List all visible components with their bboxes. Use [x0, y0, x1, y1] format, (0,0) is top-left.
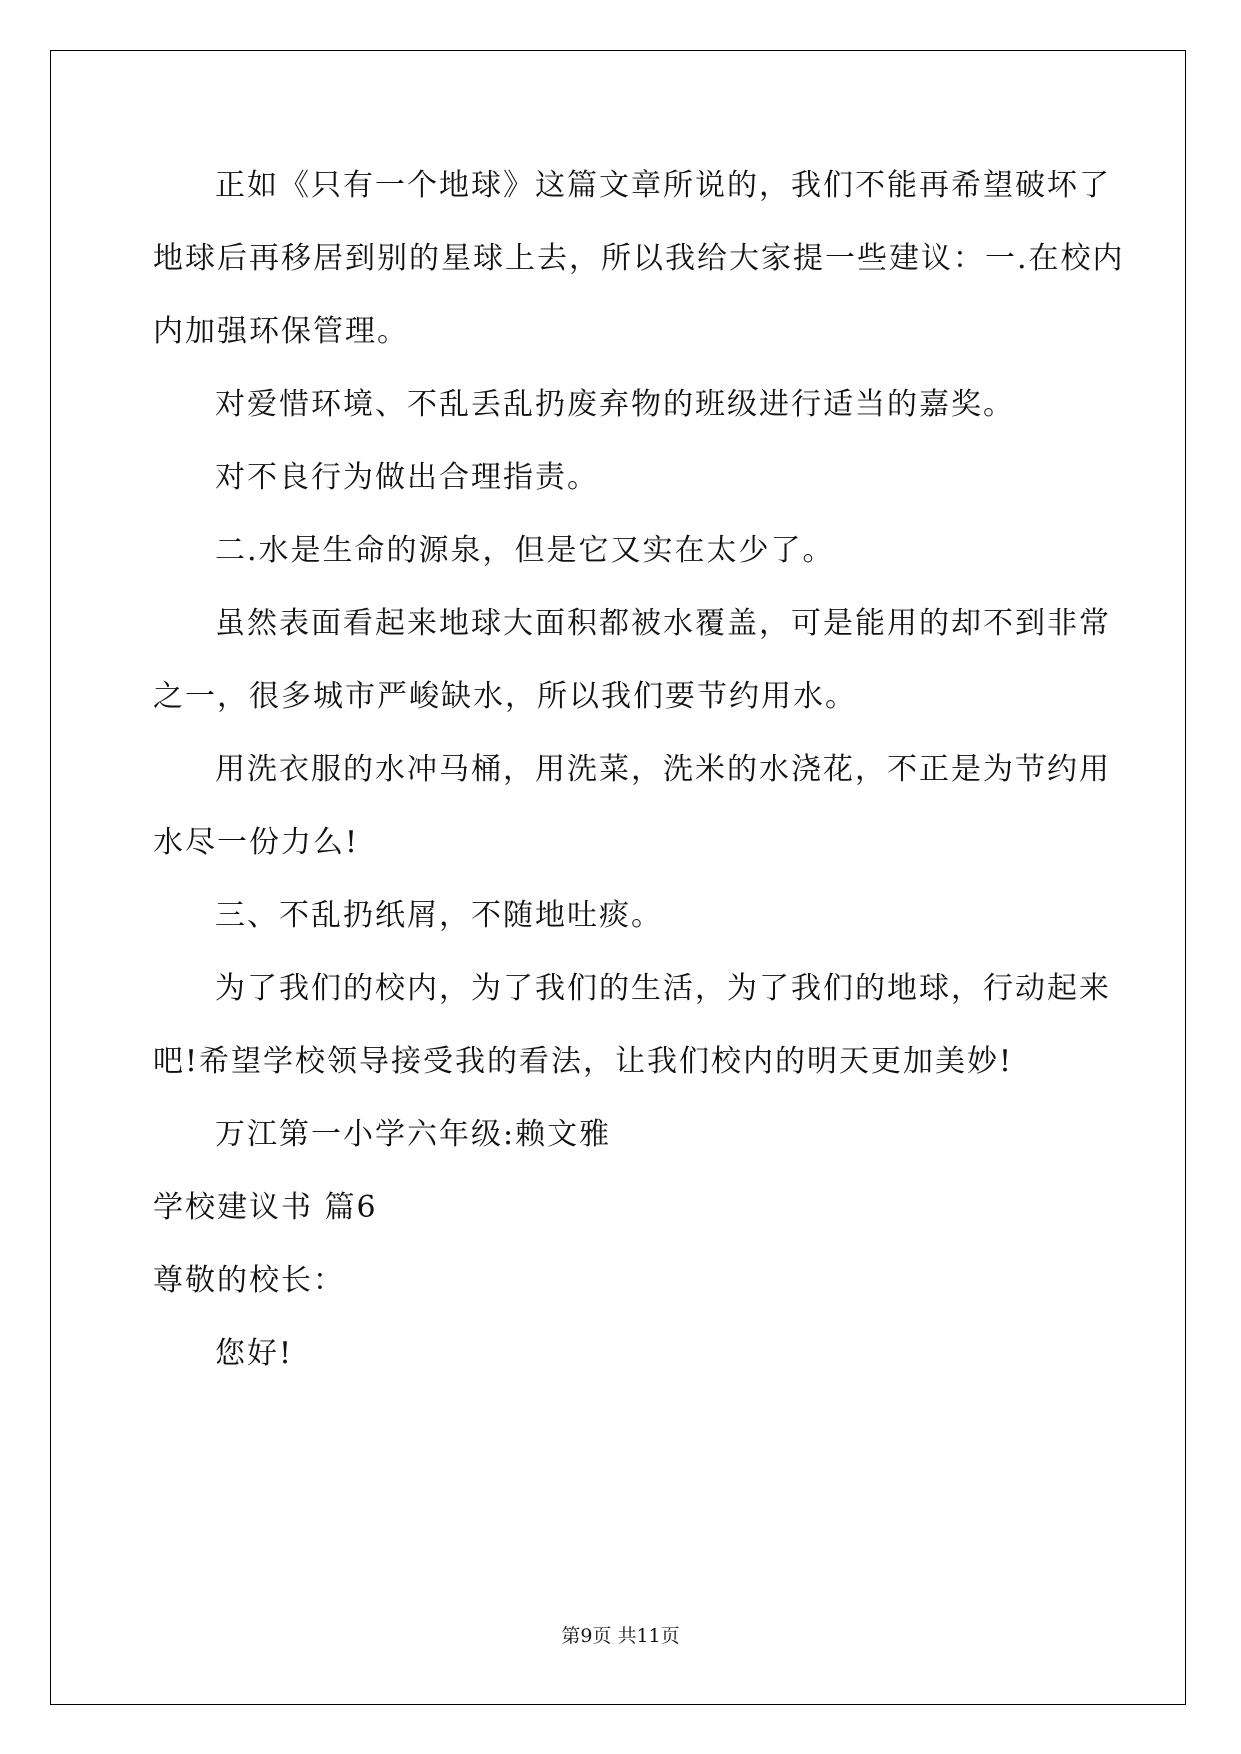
paragraph-line: 地球后再移居到别的星球上去，所以我给大家提一些建议：一.在校内	[153, 241, 1125, 276]
salutation: 尊敬的校长：	[153, 1263, 345, 1298]
paragraph-line: 之一，很多城市严峻缺水，所以我们要节约用水。	[153, 679, 857, 714]
paragraph-line: 内加强环保管理。	[153, 314, 409, 349]
page-border	[50, 50, 1186, 1705]
greeting: 您好!	[215, 1336, 294, 1371]
paragraph-line: 二.水是生命的源泉，但是它又实在太少了。	[215, 533, 835, 568]
page-number-footer: 第9页 共11页	[561, 1625, 680, 1647]
paragraph-line: 对爱惜环境、不乱丢乱扔废弃物的班级进行适当的嘉奖。	[215, 387, 1015, 422]
paragraph-line: 用洗衣服的水冲马桶，用洗菜，洗米的水浇花，不正是为节约用	[215, 752, 1111, 787]
paragraph-line: 吧!希望学校领导接受我的看法，让我们校内的明天更加美妙!	[153, 1044, 1014, 1079]
paragraph-line: 水尽一份力么!	[153, 825, 360, 860]
paragraph-line: 虽然表面看起来地球大面积都被水覆盖，可是能用的却不到非常	[215, 606, 1111, 641]
signature-line: 万江第一小学六年级:赖文雅	[215, 1117, 612, 1152]
paragraph-line: 对不良行为做出合理指责。	[215, 460, 599, 495]
paragraph-line: 正如《只有一个地球》这篇文章所说的，我们不能再希望破坏了	[215, 168, 1111, 203]
paragraph-line: 为了我们的校内，为了我们的生活，为了我们的地球，行动起来	[215, 971, 1111, 1006]
section-heading: 学校建议书 篇6	[153, 1190, 378, 1225]
paragraph-line: 三、不乱扔纸屑，不随地吐痰。	[215, 898, 663, 933]
